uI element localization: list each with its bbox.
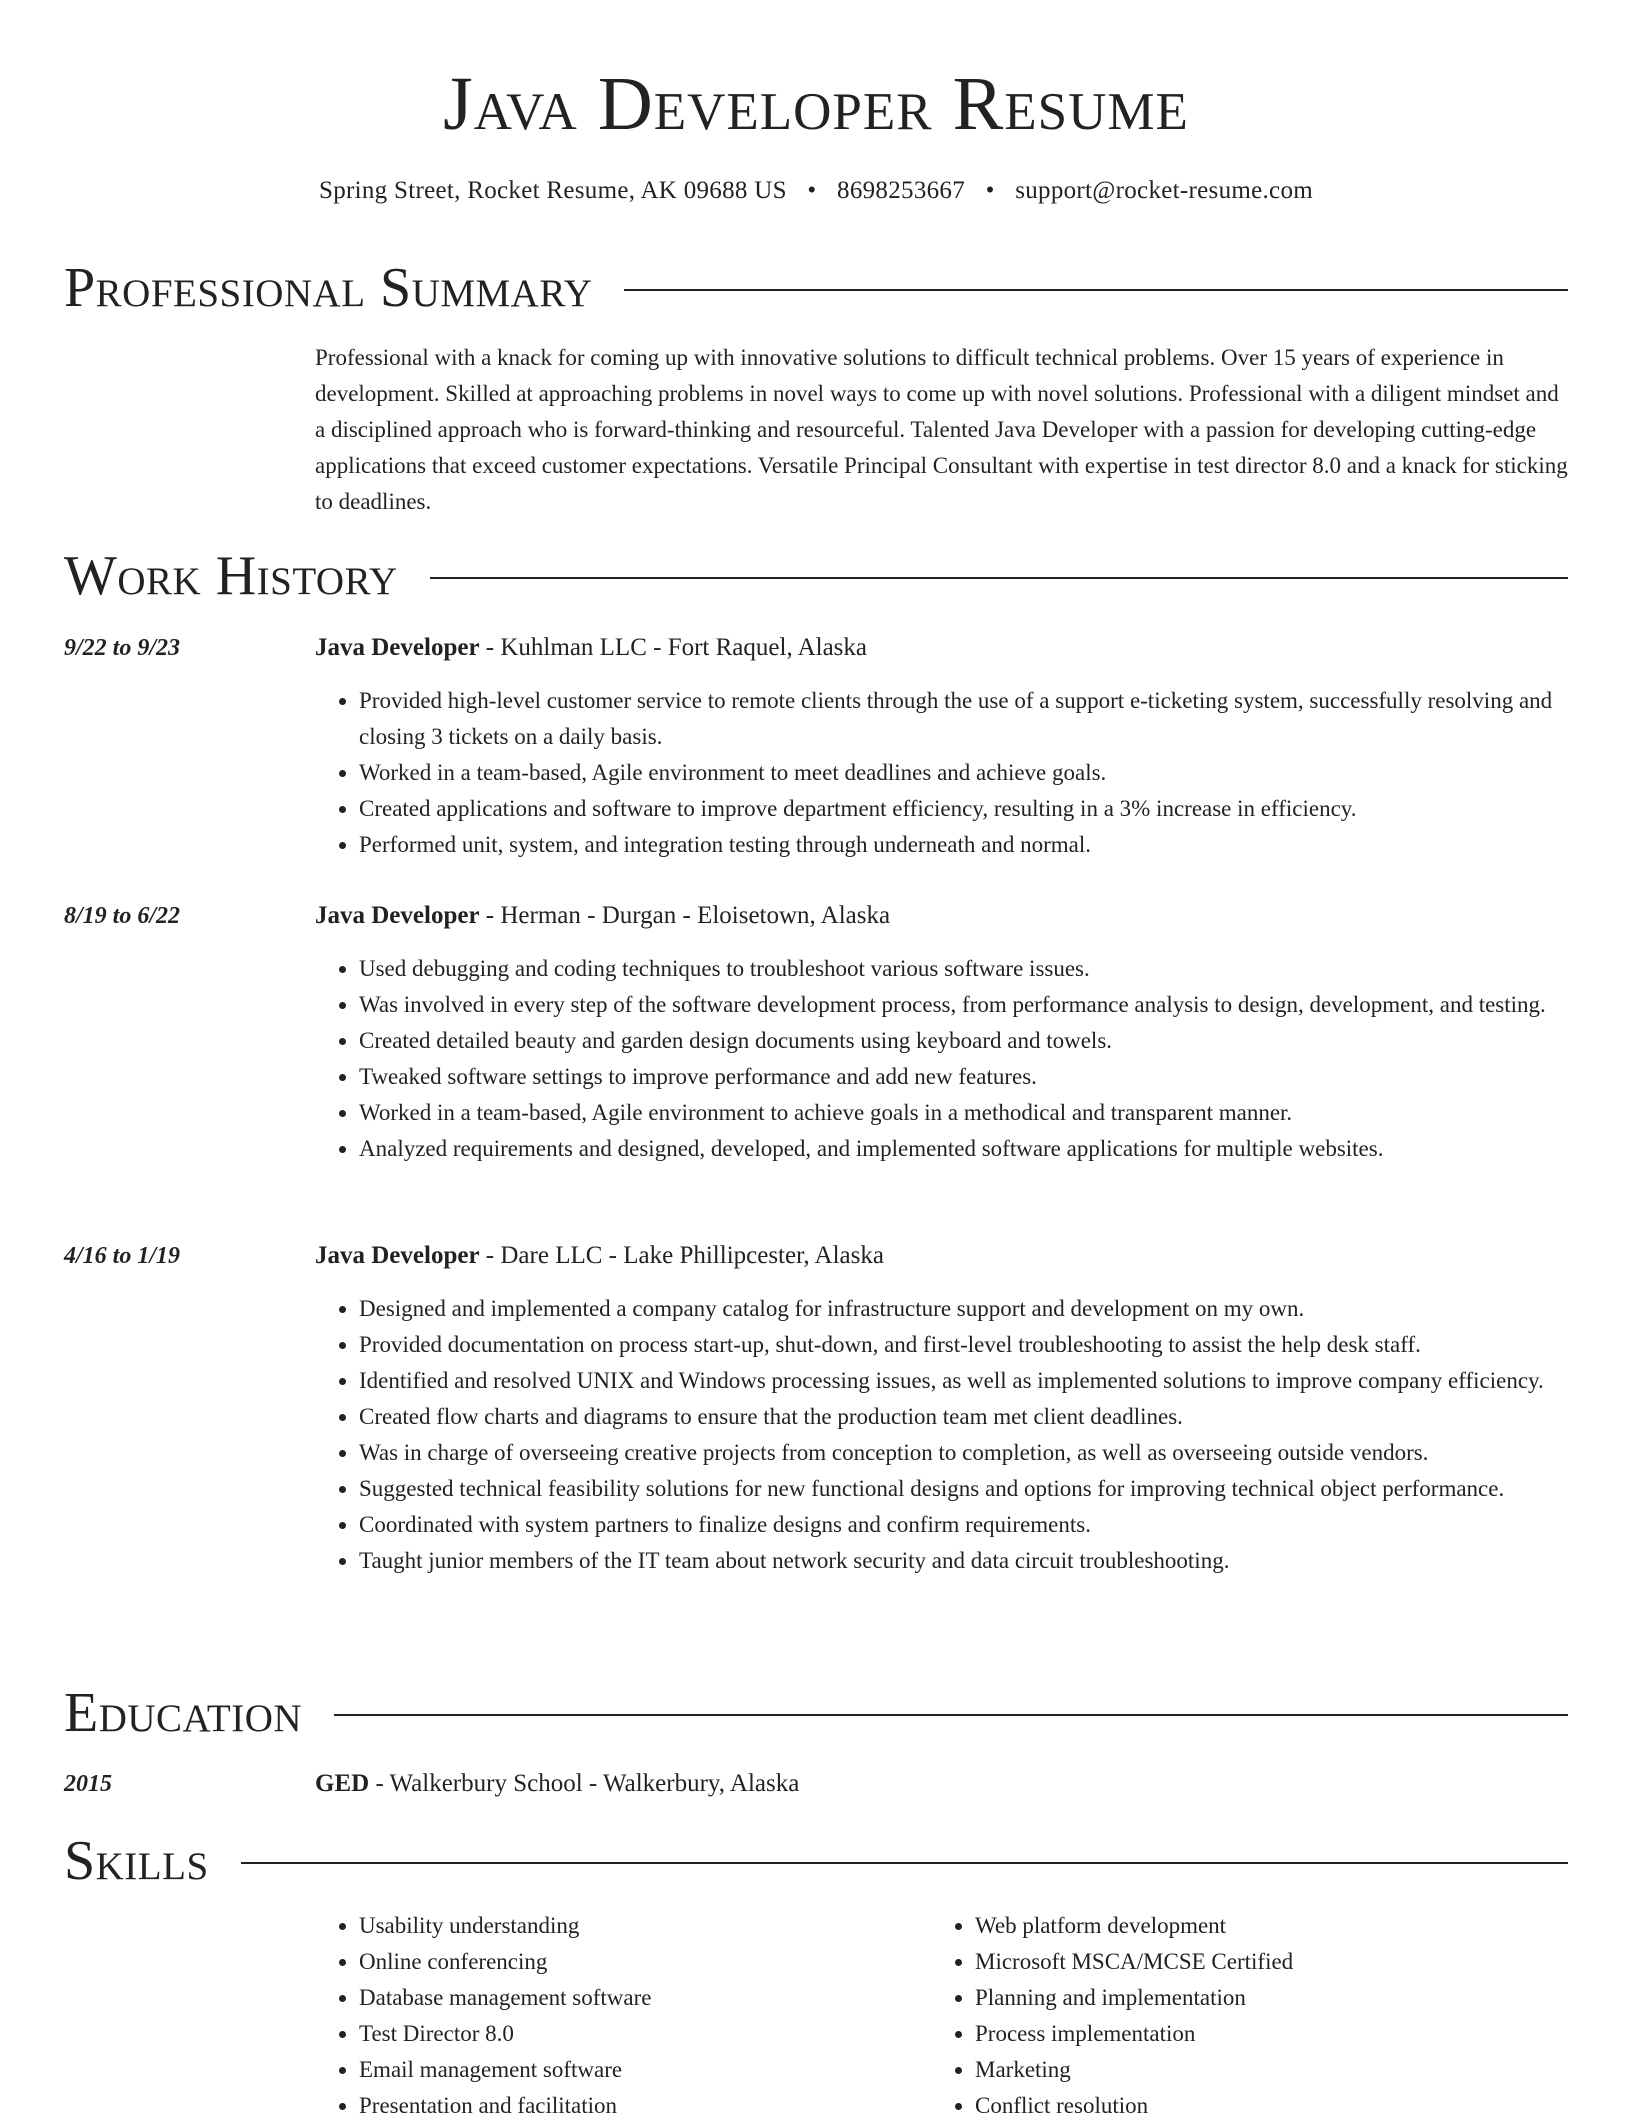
section-title: Skills	[64, 1830, 209, 1892]
list-item: • Identified and resolved UNIX and Windows processing issues, as well as implemented solutions to improve company efficiency.	[359, 1363, 1568, 1399]
bullet-list	[315, 951, 1568, 1167]
email: support@rocket-resume.com	[1015, 177, 1313, 204]
job-title: Java Developer	[315, 634, 480, 661]
list-item: • Created detailed beauty and garden design documents using keyboard and towels.	[359, 1023, 1568, 1059]
list-item: • Coordinated with system partners to finalize designs and confirm requirements.	[359, 1507, 1568, 1543]
list-item: • Tweaked software settings to improve performance and add new features.	[359, 1059, 1568, 1095]
separator: •	[807, 177, 817, 204]
skills-list	[315, 1908, 1568, 2124]
skill-item: • Test Director 8.0	[359, 2016, 931, 2052]
skill-item: • Web platform development	[975, 1908, 1547, 1944]
contact-line	[0, 176, 1632, 206]
skill-item: • Usability understanding	[359, 1908, 931, 1944]
list-item: • Provided documentation on process start-up, shut-down, and first-level troubleshooting to assist the help desk staff.	[359, 1327, 1568, 1363]
degree: GED	[315, 1770, 370, 1797]
list-item: • Worked in a team-based, Agile environment to meet deadlines and achieve goals.	[359, 755, 1568, 791]
section-divider	[624, 289, 1568, 291]
entry-heading	[315, 631, 1568, 665]
entry-body	[315, 899, 1568, 1167]
school-details: - Walkerbury School - Walkerbury, Alaska	[369, 1770, 800, 1797]
section-divider	[334, 1714, 1568, 1716]
job-details: - Kuhlman LLC - Fort Raquel, Alaska	[479, 634, 867, 661]
list-item: • Created flow charts and diagrams to ensure that the production team met client deadlines.	[359, 1399, 1568, 1435]
entry-dates: 4/16 to 1/19	[64, 1243, 181, 1269]
section-divider	[430, 577, 1568, 579]
address: Spring Street, Rocket Resume, AK 09688 US	[318, 177, 787, 204]
summary-text: Professional with a knack for coming up with innovative solutions to difficult technical problems. Over 15 years of experience in development. Skilled at approaching problems in novel ways to come up with novel solutions. Professional with a diligent mindset and a disciplined approach who is forward-thinking and resourceful. Talented Java Developer with a passion for developing cutting-edge applications that exceed customer expectations. Versatile Principal Consultant with expertise in test director 8.0 and a knack for sticking to deadlines.	[315, 345, 1568, 514]
skills-column-left	[315, 1908, 931, 2124]
skill-item: • Presentation and facilitation	[359, 2088, 931, 2124]
skill-item: • Marketing	[975, 2052, 1547, 2088]
list-item: • Designed and implemented a company catalog for infrastructure support and development on my own.	[359, 1291, 1568, 1327]
job-title: Java Developer	[315, 1242, 480, 1269]
bullet-list	[315, 683, 1568, 863]
bullet-list	[315, 1291, 1568, 1579]
list-item: • Worked in a team-based, Agile environment to achieve goals in a methodical and transparent manner.	[359, 1095, 1568, 1131]
education-year: 2015	[64, 1771, 112, 1797]
skill-item: • Planning and implementation	[975, 1980, 1547, 2016]
list-item: • Suggested technical feasibility solutions for new functional designs and options for improving technical object performance.	[359, 1471, 1568, 1507]
phone: 8698253667	[837, 177, 966, 204]
entry-body	[315, 631, 1568, 863]
skill-item: • Microsoft MSCA/MCSE Certified	[975, 1944, 1547, 1980]
job-details: - Herman - Durgan - Eloisetown, Alaska	[479, 902, 891, 929]
list-item: • Taught junior members of the IT team about network security and data circuit troubleshooting.	[359, 1543, 1568, 1579]
skill-item: • Conflict resolution	[975, 2088, 1547, 2124]
separator: •	[985, 177, 995, 204]
list-item: • Analyzed requirements and designed, developed, and implemented software applications for multiple websites.	[359, 1131, 1568, 1167]
list-item: • Was in charge of overseeing creative projects from conception to completion, as well as overseeing outside vendors.	[359, 1435, 1568, 1471]
skill-item: • Email management software	[359, 2052, 931, 2088]
entry-heading	[315, 899, 1568, 933]
list-item: • Was involved in every step of the software development process, from performance analysis to design, development, and testing.	[359, 987, 1568, 1023]
list-item: • Performed unit, system, and integration testing through underneath and normal.	[359, 827, 1568, 863]
section-title: Education	[64, 1682, 303, 1744]
entry-dates: 8/19 to 6/22	[64, 903, 181, 929]
skill-item: • Online conferencing	[359, 1944, 931, 1980]
list-item: • Used debugging and coding techniques to troubleshoot various software issues.	[359, 951, 1568, 987]
job-details: - Dare LLC - Lake Phillipcester, Alaska	[479, 1242, 884, 1269]
list-item: • Provided high-level customer service to remote clients through the use of a support e-ticketing system, successfully resolving and closing 3 tickets on a daily basis.	[359, 683, 1568, 755]
entry-dates: 9/22 to 9/23	[64, 635, 181, 661]
skills-section-header	[64, 1831, 1568, 1891]
resume-title: Java Developer Resume	[443, 62, 1189, 146]
skill-item: • Process implementation	[975, 2016, 1547, 2052]
section-title: Work History	[64, 545, 398, 607]
section-title: Professional Summary	[64, 257, 593, 319]
list-item: • Created applications and software to improve department efficiency, resulting in a 3% increase in efficiency.	[359, 791, 1568, 827]
entry-body	[315, 1239, 1568, 1579]
entry-heading	[315, 1239, 1568, 1273]
skill-item: • Database management software	[359, 1980, 931, 2016]
entry-heading	[315, 1767, 1568, 1801]
entry-body	[315, 1767, 1568, 1801]
skills-column-right	[931, 1908, 1547, 2124]
job-title: Java Developer	[315, 902, 480, 929]
education-section-header	[64, 1683, 1568, 1743]
section-divider	[241, 1862, 1568, 1864]
summary-section-header	[64, 258, 1568, 318]
work-section-header	[64, 546, 1568, 606]
